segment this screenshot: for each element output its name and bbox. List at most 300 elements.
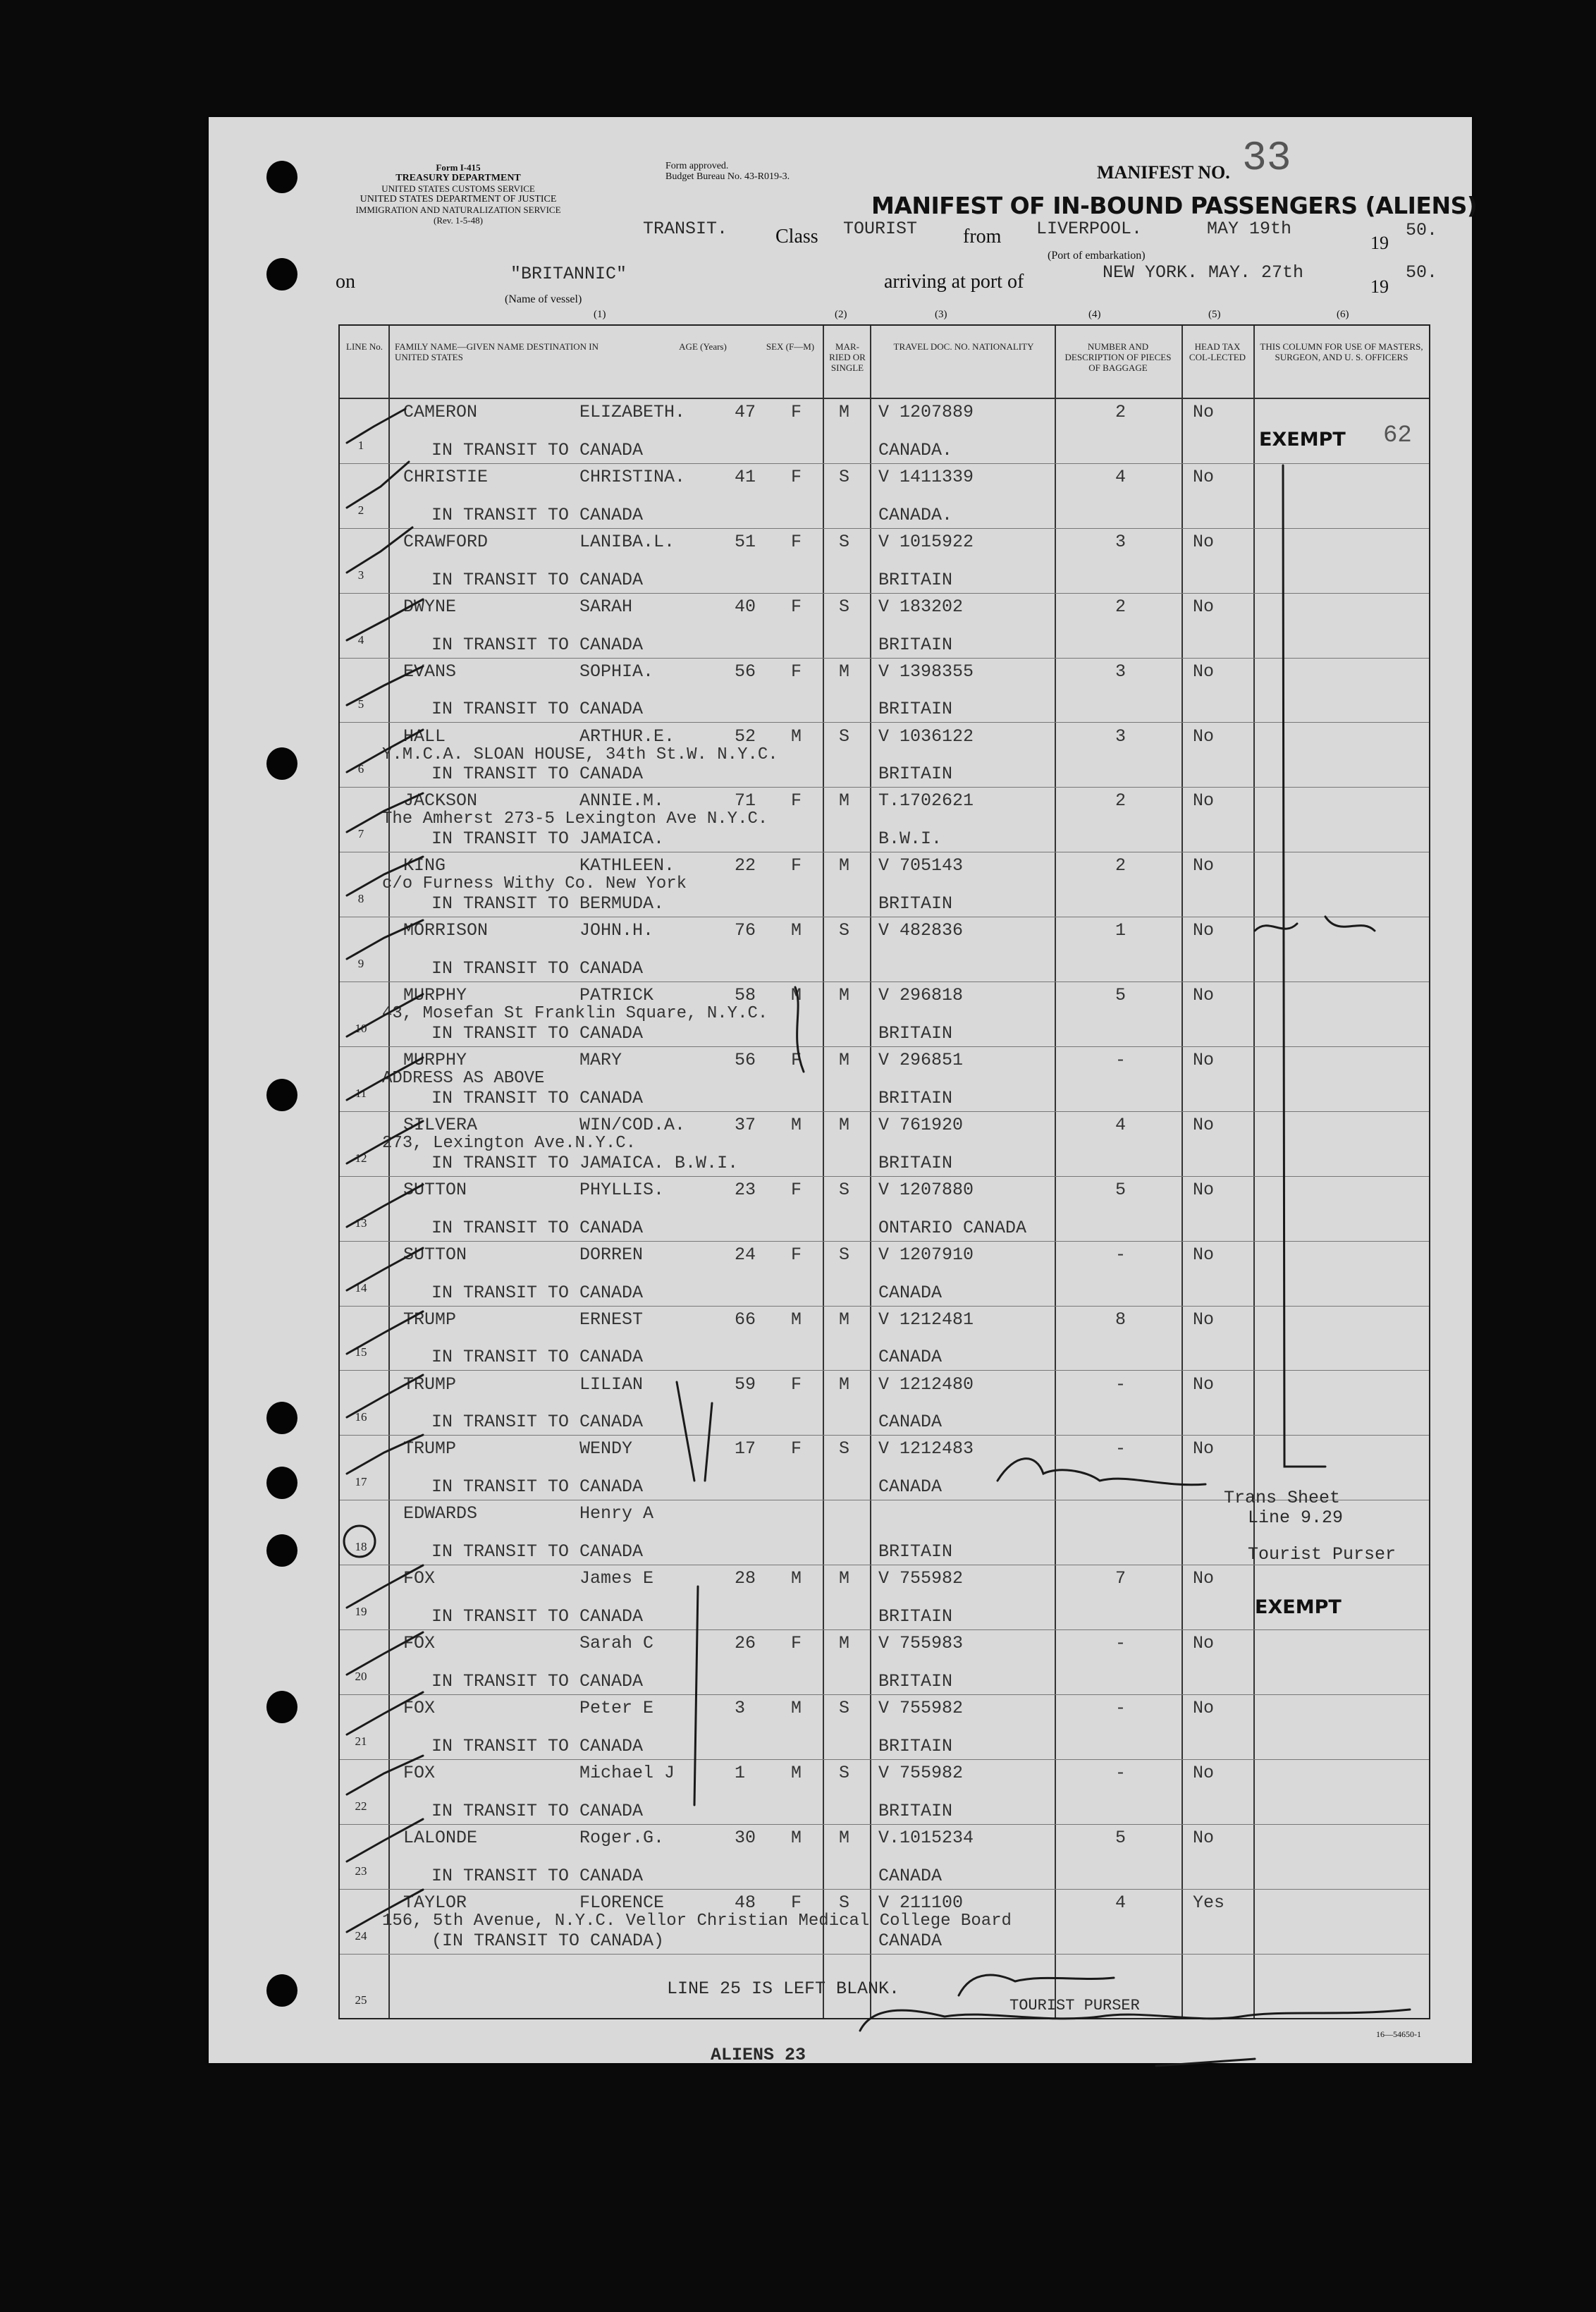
head-tax: No (1193, 790, 1215, 812)
binder-hole (266, 1402, 297, 1434)
family-name: TRUMP (403, 1438, 457, 1460)
head-tax: No (1193, 920, 1215, 941)
nationality: BRITAIN (878, 764, 953, 785)
from-label: from (963, 226, 1002, 247)
binder-hole (266, 747, 297, 780)
line-number: 10 (355, 1021, 367, 1035)
given-name: ERNEST (579, 1309, 644, 1330)
baggage-count: 2 (1115, 596, 1127, 617)
col-line-no: LINE No. (346, 341, 383, 352)
head-tax: No (1193, 1179, 1215, 1200)
travel-doc-number: V 755983 (878, 1633, 964, 1654)
baggage-count: - (1115, 1762, 1127, 1783)
travel-doc-number: V 1398355 (878, 661, 974, 682)
customs-label: UNITED STATES CUSTOMS SERVICE (381, 183, 535, 194)
sex: M (791, 1827, 802, 1848)
age: 56 (735, 661, 756, 682)
nationality: BRITAIN (878, 634, 953, 655)
nationality: CANADA. (878, 439, 953, 460)
vessel-caption: (Name of vessel) (505, 293, 582, 305)
year-suffix-2: 50. (1406, 262, 1438, 283)
baggage-count: 5 (1115, 985, 1127, 1006)
head-tax: No (1193, 1374, 1215, 1395)
baggage-count: 4 (1115, 466, 1127, 487)
marital-status: S (839, 1698, 850, 1718)
table-row (340, 529, 1429, 594)
destination: IN TRANSIT TO CANADA (431, 1800, 644, 1821)
column-number: (4) (1088, 309, 1101, 320)
binder-hole (266, 161, 297, 193)
year-suffix: 50. (1406, 220, 1438, 240)
table-row (340, 723, 1429, 788)
family-name: KING (403, 855, 446, 876)
travel-doc-number: V 482836 (878, 920, 964, 941)
destination: (IN TRANSIT TO CANADA) (431, 1930, 665, 1951)
family-name: SUTTON (403, 1179, 467, 1200)
baggage-count: 5 (1115, 1827, 1127, 1848)
sex: F (791, 1892, 802, 1913)
nationality: CANADA (878, 1347, 943, 1368)
baggage-count: 5 (1115, 1179, 1127, 1200)
travel-doc-number: V 1207880 (878, 1179, 974, 1200)
baggage-count: 1 (1115, 920, 1127, 941)
col-travel-doc: TRAVEL DOC. NO. NATIONALITY (893, 341, 1034, 352)
nationality: ONTARIO CANADA (878, 1217, 1027, 1238)
column-number: (3) (935, 309, 947, 320)
table-row (340, 1825, 1429, 1890)
sex: M (791, 920, 802, 941)
age: 1 (735, 1762, 746, 1783)
line-number: 23 (355, 1864, 367, 1878)
marital-status: M (839, 1050, 850, 1070)
given-name: LILIAN (579, 1374, 644, 1395)
us-address: c/o Furness Withy Co. New York (382, 874, 687, 894)
destination: IN TRANSIT TO JAMAICA. (431, 828, 665, 850)
destination: IN TRANSIT TO JAMAICA. B.W.I. (431, 1152, 739, 1173)
line-number: 16 (355, 1410, 367, 1424)
vessel-name: "BRITANNIC" (510, 264, 627, 284)
binder-hole (266, 1534, 297, 1567)
col-name: FAMILY NAME—GIVEN NAME DESTINATION IN UNITED STATES (395, 341, 599, 362)
travel-doc-number: V 1207910 (878, 1244, 974, 1265)
line-number: 6 (357, 762, 364, 776)
passenger-table (338, 324, 1430, 2019)
family-name: FOX (403, 1568, 436, 1589)
line-number: 12 (355, 1151, 367, 1165)
family-name: TRUMP (403, 1374, 457, 1395)
age: 66 (735, 1309, 756, 1330)
marital-status: S (839, 920, 850, 941)
marital-status: M (839, 1309, 850, 1330)
line-number: 4 (357, 632, 364, 647)
on-label: on (336, 271, 355, 293)
baggage-count: - (1115, 1633, 1127, 1654)
sex: F (791, 466, 802, 487)
line-number: 1 (357, 438, 364, 452)
table-row (340, 1047, 1429, 1112)
travel-doc-number: V 296851 (878, 1050, 964, 1070)
justice-label: UNITED STATES DEPARTMENT OF JUSTICE (360, 194, 557, 204)
given-name: James E (579, 1568, 654, 1589)
baggage-count: - (1115, 1050, 1127, 1070)
table-row (340, 1307, 1429, 1371)
nationality: BRITAIN (878, 1022, 953, 1044)
table-row (340, 788, 1429, 852)
baggage-count: 4 (1115, 1114, 1127, 1135)
line-number: 2 (357, 503, 364, 517)
head-tax: No (1193, 596, 1215, 617)
family-name: TAYLOR (403, 1892, 467, 1913)
age: 71 (735, 790, 756, 812)
nationality: BRITAIN (878, 569, 953, 590)
budget-bureau: Budget Bureau No. 43-R019-3. (665, 171, 790, 182)
given-name: ANNIE.M. (579, 790, 665, 812)
column-number: (2) (835, 309, 847, 320)
sex: M (791, 1568, 802, 1589)
destination: IN TRANSIT TO CANADA (431, 1541, 644, 1562)
travel-doc-number: V 1212483 (878, 1438, 974, 1460)
line-number: 13 (355, 1216, 367, 1230)
table-row (340, 659, 1429, 723)
family-name: TRUMP (403, 1309, 457, 1330)
family-name: SILVERA (403, 1114, 478, 1135)
head-tax: No (1193, 1244, 1215, 1265)
age: 47 (735, 402, 756, 422)
age: 22 (735, 855, 756, 876)
travel-doc-number: V 183202 (878, 596, 964, 617)
sex: F (791, 1244, 802, 1265)
table-row (340, 1630, 1429, 1695)
baggage-count: 4 (1115, 1892, 1127, 1913)
us-address: 273, Lexington Ave.N.Y.C. (382, 1133, 637, 1153)
given-name: PATRICK (579, 985, 654, 1006)
tourist-purser-note: Tourist Purser (1248, 1544, 1396, 1565)
line-number: 19 (355, 1605, 367, 1619)
baggage-count: 2 (1115, 402, 1127, 422)
age: 48 (735, 1892, 756, 1913)
table-row (340, 464, 1429, 529)
destination: IN TRANSIT TO CANADA (431, 1476, 644, 1498)
ins-label: IMMIGRATION AND NATURALIZATION SERVICE (355, 204, 561, 215)
travel-doc-number: V 211100 (878, 1892, 964, 1913)
col-sex: SEX (F—M) (766, 341, 815, 352)
head-tax: No (1193, 726, 1215, 747)
head-tax: No (1193, 661, 1215, 682)
nationality: BRITAIN (878, 1670, 953, 1692)
binder-hole (266, 258, 297, 290)
from-value: LIVERPOOL. (1036, 219, 1143, 239)
purser-caption: TOURIST PURSER (1009, 1997, 1140, 2014)
destination: IN TRANSIT TO CANADA (431, 569, 644, 590)
us-address: ADDRESS AS ABOVE (382, 1069, 545, 1088)
line-number: 25 (355, 1993, 367, 2007)
line-number: 11 (355, 1086, 367, 1100)
head-tax: No (1193, 531, 1215, 552)
form-number: Form I-415 (436, 162, 481, 173)
sex: F (791, 661, 802, 682)
destination: IN TRANSIT TO CANADA (431, 1606, 644, 1627)
age: 28 (735, 1568, 756, 1589)
marital-status: S (839, 531, 850, 552)
sex: M (791, 985, 802, 1006)
marital-status: S (839, 596, 850, 617)
head-tax: No (1193, 402, 1215, 422)
baggage-count: 7 (1115, 1568, 1127, 1589)
given-name: Peter E (579, 1698, 654, 1718)
marital-status: S (839, 1762, 850, 1783)
us-address: Y.M.C.A. SLOAN HOUSE, 34th St.W. N.Y.C. (382, 745, 778, 764)
line-number: 14 (355, 1280, 367, 1295)
table-row (340, 982, 1429, 1047)
nationality: BRITAIN (878, 1087, 953, 1108)
line-number: 7 (357, 827, 364, 841)
nationality: B.W.I. (878, 828, 943, 850)
destination: IN TRANSIT TO CANADA (431, 504, 644, 525)
col-baggage: NUMBER AND DESCRIPTION OF PIECES OF BAGGAGE (1064, 341, 1172, 373)
sex: F (791, 1374, 802, 1395)
age: 23 (735, 1179, 756, 1200)
travel-doc-number: V 1036122 (878, 726, 974, 747)
nationality: BRITAIN (878, 699, 953, 720)
family-name: JACKSON (403, 790, 478, 812)
sex: M (791, 1698, 802, 1718)
nationality: BRITAIN (878, 1735, 953, 1756)
head-tax: No (1193, 1568, 1215, 1589)
age: 51 (735, 531, 756, 552)
table-row (340, 1242, 1429, 1307)
family-name: MORRISON (403, 920, 489, 941)
head-tax: No (1193, 1633, 1215, 1654)
line-number: 18 (355, 1540, 367, 1554)
line-number: 20 (355, 1669, 367, 1683)
baggage-count: - (1115, 1244, 1127, 1265)
line-number: 3 (357, 568, 364, 582)
marital-status: S (839, 1438, 850, 1460)
year-prefix-2: 19 (1370, 276, 1389, 297)
given-name: WENDY (579, 1438, 633, 1460)
travel-doc-number: V 755982 (878, 1762, 964, 1783)
manifest-title: MANIFEST OF IN-BOUND PASSENGERS (ALIENS) (871, 192, 1478, 219)
sex: F (791, 402, 802, 422)
given-name: SARAH (579, 596, 633, 617)
column-number: (1) (594, 309, 606, 320)
marital-status: M (839, 1114, 850, 1135)
destination: IN TRANSIT TO CANADA (431, 1412, 644, 1433)
head-tax: No (1193, 985, 1215, 1006)
travel-doc-number: T.1702621 (878, 790, 974, 812)
family-name: HALL (403, 726, 446, 747)
age: 52 (735, 726, 756, 747)
given-name: Roger.G. (579, 1827, 665, 1848)
destination: IN TRANSIT TO CANADA (431, 1670, 644, 1692)
class-label: Class (775, 226, 818, 247)
family-name: MURPHY (403, 985, 467, 1006)
baggage-count: 2 (1115, 790, 1127, 812)
port-caption: (Port of embarkation) (1048, 250, 1146, 262)
given-name: PHYLLIS. (579, 1179, 665, 1200)
destination: IN TRANSIT TO CANADA (431, 634, 644, 655)
line-number: 22 (355, 1799, 367, 1813)
family-name: FOX (403, 1762, 436, 1783)
sex: F (791, 790, 802, 812)
given-name: ELIZABETH. (579, 402, 686, 422)
head-tax: No (1193, 1050, 1215, 1070)
column-number: (5) (1208, 309, 1221, 320)
head-tax: No (1193, 466, 1215, 487)
footer-code: 16—54650-1 (1376, 2029, 1421, 2039)
col-age: AGE (Years) (679, 341, 727, 352)
arriving-label: arriving at port of (884, 271, 1024, 293)
table-row (340, 1695, 1429, 1760)
sex: M (791, 1309, 802, 1330)
family-name: CHRISTIE (403, 466, 489, 487)
sex: F (791, 1050, 802, 1070)
travel-doc-number: V 1411339 (878, 466, 974, 487)
given-name: CHRISTINA. (579, 466, 686, 487)
nationality: CANADA (878, 1930, 943, 1951)
family-name: CRAWFORD (403, 531, 489, 552)
trans-line-note: Line 9.29 (1248, 1507, 1344, 1528)
family-name: SUTTON (403, 1244, 467, 1265)
destination: IN TRANSIT TO CANADA (431, 1282, 644, 1303)
table-row (340, 1177, 1429, 1242)
travel-doc-number: V.1015234 (878, 1827, 974, 1848)
binder-hole (266, 1974, 297, 2007)
table-row (340, 594, 1429, 659)
family-name: EVANS (403, 661, 457, 682)
destination: IN TRANSIT TO CANADA (431, 699, 644, 720)
destination: IN TRANSIT TO CANADA (431, 1217, 644, 1238)
marital-status: M (839, 790, 850, 812)
manifest-no-label: MANIFEST NO. (1097, 162, 1230, 183)
given-name: FLORENCE (579, 1892, 665, 1913)
age: 17 (735, 1438, 756, 1460)
travel-doc-number: V 761920 (878, 1114, 964, 1135)
marital-status: S (839, 466, 850, 487)
family-name: EDWARDS (403, 1503, 478, 1524)
nationality: CANADA. (878, 504, 953, 525)
age: 41 (735, 466, 756, 487)
destination: IN TRANSIT TO CANADA (431, 439, 644, 460)
nationality: CANADA (878, 1282, 943, 1303)
nationality: BRITAIN (878, 1606, 953, 1627)
line-number: 24 (355, 1928, 367, 1943)
line-number: 9 (357, 957, 364, 971)
marital-status: M (839, 985, 850, 1006)
given-name: ARTHUR.E. (579, 726, 675, 747)
sex: F (791, 596, 802, 617)
nationality: BRITAIN (878, 1541, 953, 1562)
marital-status: M (839, 402, 850, 422)
nationality: BRITAIN (878, 1800, 953, 1821)
us-address: 43, Mosefan St Franklin Square, N.Y.C. (382, 1004, 768, 1024)
revision-label: (Rev. 1-5-48) (434, 215, 483, 226)
baggage-count: 3 (1115, 661, 1127, 682)
table-row (340, 1371, 1429, 1436)
baggage-count: 3 (1115, 726, 1127, 747)
age: 59 (735, 1374, 756, 1395)
table-row (340, 917, 1429, 982)
marital-status: M (839, 1568, 850, 1589)
family-name: DWYNE (403, 596, 457, 617)
family-name: LALONDE (403, 1827, 478, 1848)
year-prefix: 19 (1370, 233, 1389, 253)
destination: IN TRANSIT TO CANADA (431, 1735, 644, 1756)
given-name: JOHN.H. (579, 920, 654, 941)
destination: IN TRANSIT TO CANADA (431, 1865, 644, 1886)
head-tax: No (1193, 1827, 1215, 1848)
table-row (340, 852, 1429, 917)
line-number: 15 (355, 1345, 367, 1359)
head-tax: No (1193, 1114, 1215, 1135)
age: 24 (735, 1244, 756, 1265)
baggage-count: 2 (1115, 855, 1127, 876)
exempt-stamp: EXEMPT (1255, 1596, 1342, 1618)
binder-hole (266, 1079, 297, 1111)
marital-status: M (839, 1633, 850, 1654)
family-name: FOX (403, 1698, 436, 1718)
age: 58 (735, 985, 756, 1006)
age: 26 (735, 1633, 756, 1654)
given-name: KATHLEEN. (579, 855, 675, 876)
sex: F (791, 1633, 802, 1654)
treasury-label: TREASURY DEPARTMENT (395, 173, 521, 183)
travel-doc-number: V 755982 (878, 1568, 964, 1589)
destination: IN TRANSIT TO CANADA (431, 958, 644, 979)
baggage-count: 8 (1115, 1309, 1127, 1330)
us-address: 156, 5th Avenue, N.Y.C. Vellor Christian Medical College Board (382, 1911, 1012, 1931)
travel-doc-number: V 296818 (878, 985, 964, 1006)
travel-doc-number: V 1207889 (878, 402, 974, 422)
arriving-value: NEW YORK. MAY. 27th (1103, 262, 1304, 283)
family-name: FOX (403, 1633, 436, 1654)
baggage-count: - (1115, 1374, 1127, 1395)
travel-doc-number: V 755982 (878, 1698, 964, 1718)
sex: M (791, 726, 802, 747)
sex: F (791, 531, 802, 552)
sex: M (791, 1762, 802, 1783)
marital-status: M (839, 661, 850, 682)
given-name: LANIBA.L. (579, 531, 675, 552)
binder-hole (266, 1691, 297, 1723)
from-date: MAY 19th (1207, 219, 1292, 239)
head-tax: No (1193, 1698, 1215, 1718)
given-name: DORREN (579, 1244, 644, 1265)
given-name: Sarah C (579, 1633, 654, 1654)
sex: M (791, 1114, 802, 1135)
form-agency-block (331, 162, 585, 226)
col-married: MAR-RIED OR SINGLE (829, 341, 866, 373)
exempt-number: 62 (1383, 422, 1412, 449)
nationality: CANADA (878, 1476, 943, 1498)
class-value: TOURIST (843, 219, 918, 239)
sex: F (791, 1179, 802, 1200)
age: 40 (735, 596, 756, 617)
table-row (340, 1112, 1429, 1177)
line-number: 5 (357, 697, 364, 711)
manifest-no: 33 (1242, 136, 1291, 182)
marital-status: S (839, 1244, 850, 1265)
given-name: SOPHIA. (579, 661, 654, 682)
travel-doc-number: V 1212480 (878, 1374, 974, 1395)
trans-sheet-note: Trans Sheet (1224, 1488, 1341, 1508)
travel-doc-number: V 1015922 (878, 531, 974, 552)
travel-doc-number: V 705143 (878, 855, 964, 876)
head-tax: Yes (1193, 1892, 1225, 1913)
marital-status: M (839, 1827, 850, 1848)
line-number: 21 (355, 1734, 367, 1748)
form-approved: Form approved. (665, 161, 729, 171)
